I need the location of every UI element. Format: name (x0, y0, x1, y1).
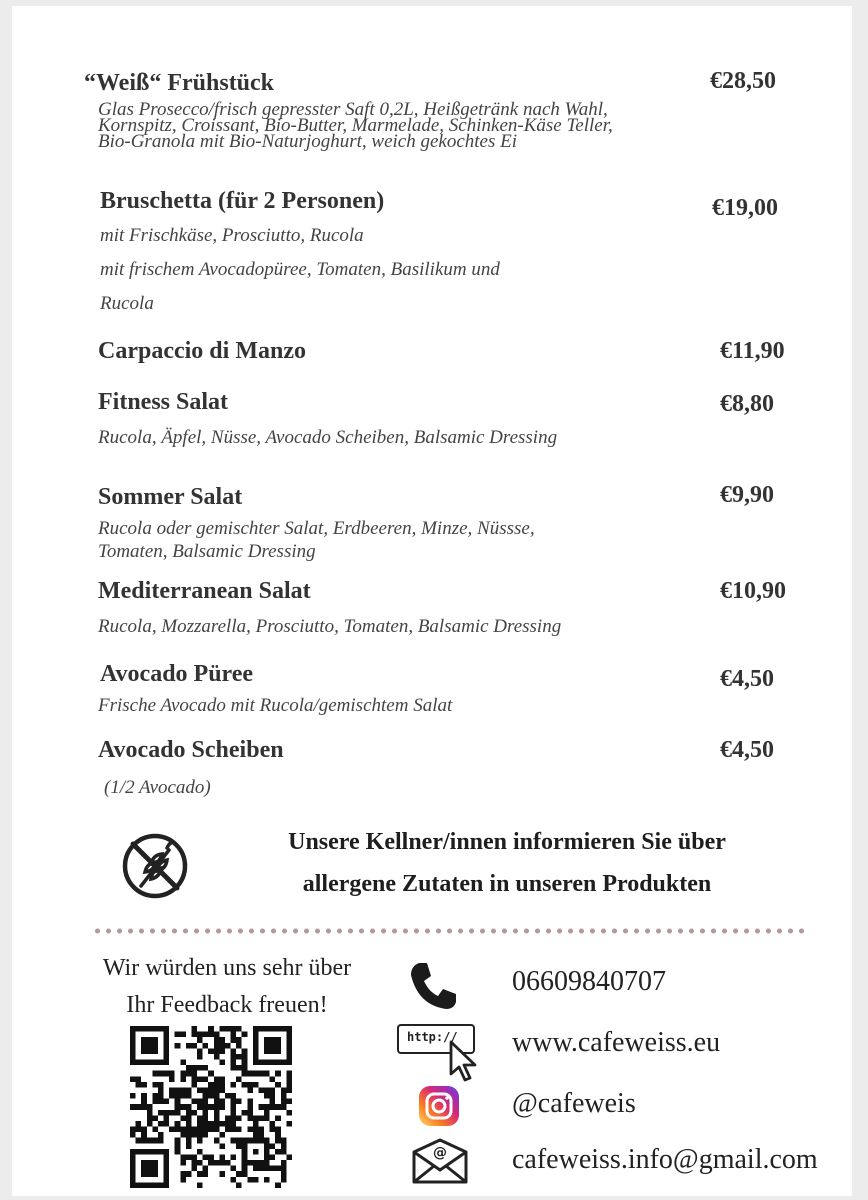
email-envelope-icon (410, 1136, 470, 1186)
menu-page (12, 6, 852, 1196)
description-line: mit frischem Avocadopüree, Tomaten, Basilikum und (100, 259, 500, 280)
feedback-line: Ihr Feedback freuen! (126, 992, 328, 1018)
menu-item (98, 484, 535, 563)
description-line: Rucola, Äpfel, Nüsse, Avocado Scheiben, Balsamic Dressing (98, 427, 558, 448)
item-description (100, 219, 500, 321)
description-line: Bio-Granola mit Bio-Naturjoghurt, weich gekochtes Ei (98, 131, 518, 152)
svg-text:@: @ (433, 1145, 447, 1161)
item-name: Fitness Salat (98, 389, 229, 415)
menu-item (100, 188, 500, 321)
notice-line: Unsere Kellner/innen informieren Sie über (288, 829, 726, 855)
qr-code-icon[interactable] (130, 1026, 292, 1188)
menu-item (98, 338, 306, 365)
item-price: €8,80 (720, 391, 774, 417)
phone-number[interactable]: 06609840707 (512, 966, 666, 997)
feedback-line: Wir würden uns sehr über (102, 955, 352, 981)
dotted-divider (92, 928, 804, 934)
description-line: Glas Prosecco/frisch gepresster Saft 0,2L, Heißgetränk nach Wahl, (98, 99, 608, 120)
item-price: €10,90 (720, 578, 786, 604)
item-price: €4,50 (720, 666, 774, 692)
item-name: Avocado Scheiben (98, 737, 284, 763)
item-name: Carpaccio di Manzo (98, 338, 306, 364)
feedback-text (72, 950, 382, 1024)
menu-item (98, 389, 557, 446)
item-description (104, 777, 284, 798)
item-price: €11,90 (720, 338, 785, 364)
item-name: Sommer Salat (98, 484, 243, 510)
item-price: €4,50 (720, 737, 774, 763)
item-description (98, 427, 558, 448)
gluten-free-icon (117, 828, 193, 904)
http-label: http:// (407, 1030, 458, 1044)
website-link[interactable]: www.cafeweiss.eu (512, 1027, 721, 1058)
menu-item (98, 737, 284, 796)
description-line: Rucola, Mozzarella, Prosciutto, Tomaten, Balsamic Dressing (98, 616, 562, 637)
notice-line: allergene Zutaten in unseren Produkten (302, 871, 712, 897)
description-line: Rucola (100, 293, 154, 314)
item-description (98, 616, 562, 637)
phone-icon (405, 958, 461, 1014)
allergen-notice (227, 821, 787, 905)
instagram-handle[interactable]: @cafeweis (512, 1088, 636, 1119)
description-line: Rucola oder gemischter Salat, Erdbeeren, Minze, Nüssse, (98, 518, 535, 539)
item-price: €19,00 (712, 195, 778, 221)
item-price: €9,90 (720, 482, 774, 508)
item-name: “Weiß“ Frühstück (84, 70, 275, 96)
item-description (98, 99, 613, 152)
item-name: Mediterranean Salat (98, 578, 311, 604)
item-description (98, 517, 535, 563)
http-cursor-icon (397, 1020, 477, 1086)
description-line: Tomaten, Balsamic Dressing (98, 541, 316, 562)
menu-item (98, 578, 561, 635)
item-description (98, 695, 453, 716)
item-name: Bruschetta (für 2 Personen) (100, 188, 385, 214)
instagram-icon (417, 1084, 461, 1128)
description-line: Kornspitz, Croissant, Bio-Butter, Marmelade, Schinken-Käse Teller, (98, 115, 613, 136)
description-line: Frische Avocado mit Rucola/gemischtem Salat (98, 695, 453, 716)
menu-item (100, 661, 452, 714)
item-price: €28,50 (710, 68, 776, 94)
item-name: Avocado Püree (100, 661, 254, 687)
description-line: mit Frischkäse, Prosciutto, Rucola (100, 225, 364, 246)
email-address[interactable]: cafeweiss.info@gmail.com (512, 1144, 818, 1175)
description-line: (1/2 Avocado) (104, 777, 211, 798)
menu-item (84, 70, 613, 150)
